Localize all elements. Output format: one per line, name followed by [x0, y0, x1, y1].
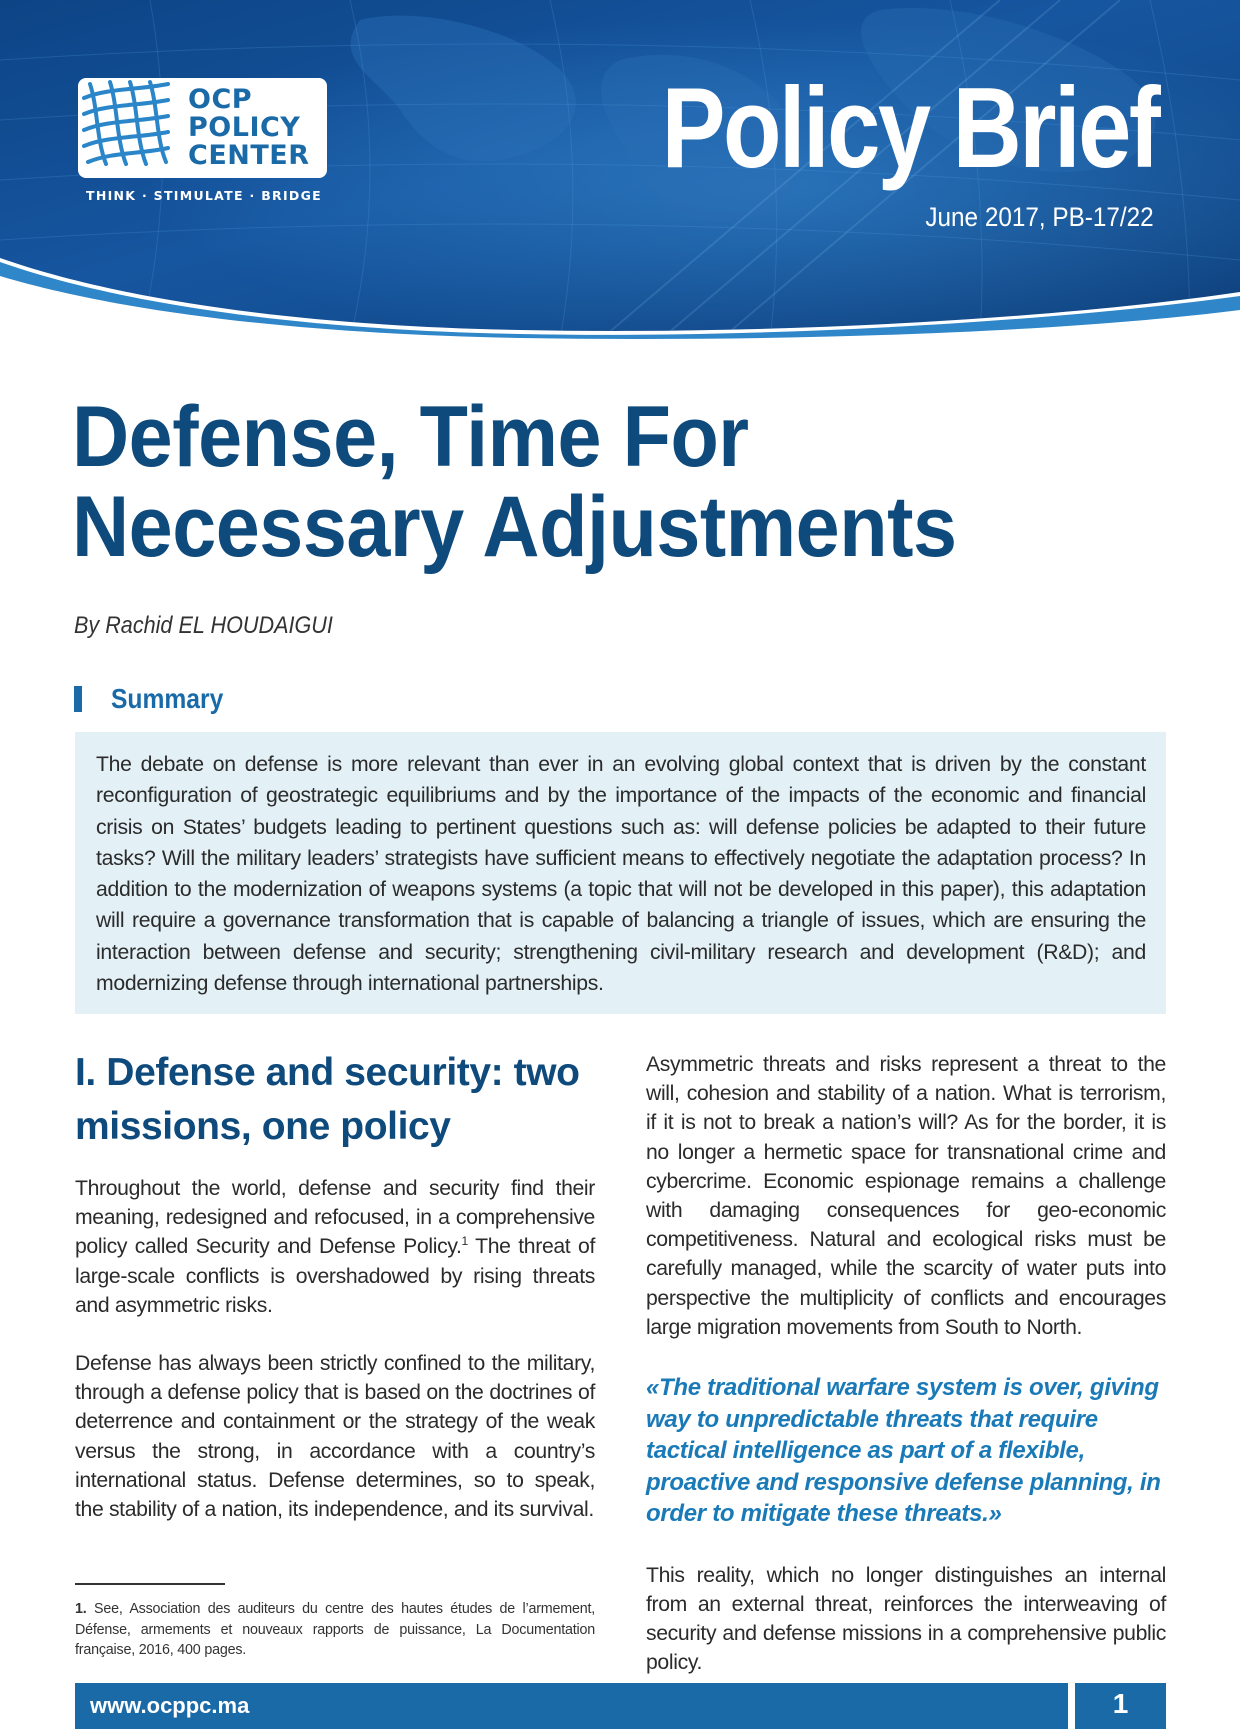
body-paragraph: Defense has always been strictly confined to the military, through a defense policy that is based on the doctrines of deterrence and containment or the strategy of the weak versus the strong, in accordance with a country’s international status. Defense determines, so to speak, the stability of a nation, its independence, and its survival.	[75, 1352, 595, 1522]
paragraph-text: Throughout the world, defense and security find their meaning, redesigned and refocused, in a comprehensive policy called Security and Defense Policy.	[75, 1177, 595, 1259]
logo-mesh-icon	[78, 78, 174, 166]
logo-text	[188, 86, 310, 170]
right-column	[646, 1050, 1166, 1677]
footer-website-link[interactable]: www.ocppc.ma	[90, 1693, 250, 1718]
body-paragraph: This reality, which no longer distinguishes an internal from an external threat, reinforces the interweaving of security and defense missions in a comprehensive public policy.	[646, 1563, 1166, 1675]
logo-line2: POLICY	[188, 112, 301, 143]
summary-text: The debate on defense is more relevant than ever in an evolving global context that is driven by the constant reconfiguration of geostrategic equilibriums and by the importance of the impacts of the economic and financial crisis on States’ budgets leading to pertinent questions such as: will defense policies be adapted to their future tasks? Will the military leaders’ strategists have sufficient means to effectively negotiate the adaptation process? In addition to the modernization of weapons systems (a topic that will not be developed in this paper), this adaptation will require a governance transformation that is capable of balancing a triangle of issues, which are ensuring the interaction between defense and security; strengthening civil-military research and development (R&D); and modernizing defense through international partnerships.	[96, 753, 1146, 996]
body-paragraph: Asymmetric threats and risks represent a threat to the will, cohesion and stability of a nation. What is terrorism, if it is not to break a nation’s will? As for the border, it is no longer a hermetic space for transnational crime and cybercrime. Economic espionage remains a challenge with damaging consequences for geo-economic competitiveness. Natural and ecological risks must be carefully managed, while the scarcity of water puts into perspective the multiplicity of conflicts and encourages large migration movements from South to North.	[646, 1053, 1166, 1339]
footnote	[75, 1599, 595, 1661]
author-byline: By Rachid EL HOUDAIGUI	[74, 612, 333, 639]
summary-marker	[74, 686, 82, 712]
page-title: Defense, Time For Necessary Adjustments	[72, 389, 957, 575]
tagline: THINK · STIMULATE · BRIDGE	[86, 188, 322, 203]
footnote-number: 1.	[75, 1601, 87, 1617]
left-column	[75, 1046, 595, 1524]
logo	[78, 78, 327, 178]
footnote-ref[interactable]: 1	[461, 1234, 468, 1249]
logo-line3: CENTER	[188, 140, 310, 171]
paragraph-text-cont: The threat of large-scale conflicts is overshadowed by rising threats and asymmetric risks.	[75, 1235, 595, 1317]
page-number: 1	[1112, 1688, 1129, 1719]
header-banner	[0, 0, 1240, 340]
doc-date-ref: June 2017, PB-17/22	[925, 202, 1154, 232]
doc-type-title: Policy Brief	[661, 65, 1158, 192]
footnote-text: See, Association des auditeurs du centre des hautes études de l’armement, Défense, armements et nouveaux rapports de puissance, La Documentation française, 2016, 400 pages.	[75, 1601, 595, 1658]
summary-heading: Summary	[111, 683, 224, 714]
footnote-divider	[75, 1583, 225, 1585]
section-heading: I. Defense and security: two missions, one policy	[75, 1051, 580, 1148]
logo-line1: OCP	[188, 84, 253, 115]
body-paragraph	[75, 1174, 595, 1320]
pull-quote: «The traditional warfare system is over, giving way to unpredictable threats that require tactical intelligence as part of a flexible, proactive and responsive defense planning, in order to mitigate these threats.»	[646, 1374, 1161, 1528]
